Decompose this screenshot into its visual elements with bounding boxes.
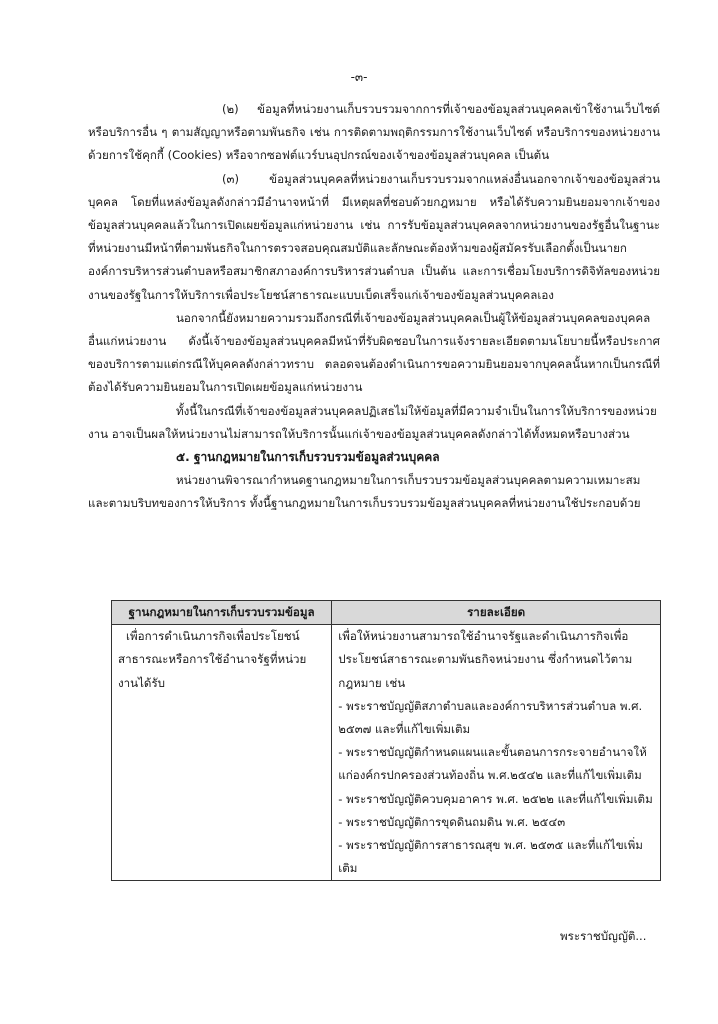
paragraph-item-3: (๓) ข้อมูลส่วนบุคคลที่หน่วยงานเก็บรวบรวมจากแหล่งอื่นนอกจากเจ้าของข้อมูลส่วนบุคคล โดยที่แหล่งข้อมูลดังกล่าวมีอำนาจหน้าที่ มีเหตุผลที่ชอบด้วยกฎหมาย หรือได้รับความยินยอมจากเจ้าของข้อมูลส่วนบุคคลแล้วในการเปิดเผยข้อมูลแก่หน่วยงาน เช่น การรับข้อมูลส่วนบุคคลจากหน่วยงานของรัฐอื่นในฐานะที่หน่วยงานมีหน้าที่ตามพันธกิจในการตรวจสอบคุณสมบัติและลักษณะต้องห้ามของผู้สมัครรับเลือกตั้งเป็นนายกองค์การบริหารส่วนตำบลหรือสมาชิกสภาองค์การบริหารส่วนตำบล เป็นต้น และการเชื่อมโยงบริการดิจิทัลของหน่วยงานของรัฐในการให้บริการเพื่อประโยชน์สาธารณะแบบเบ็ดเสร็จแก่เจ้าของข้อมูลส่วนบุคคลเอง — [88, 171, 660, 302]
page-number: -๓- — [350, 70, 368, 84]
detail-intro: เพื่อให้หน่วยงานสามารถใช้อำนาจรัฐและดำเนินภารกิจเพื่อประโยชน์สาธารณะตามพันธกิจหน่วยงาน ซึ่งกำหนดไว้ตามกฎหมาย เช่น — [338, 629, 633, 690]
table-header-details: รายละเอียด — [332, 601, 661, 625]
continuation-text: พระราชบัญญัติ... — [560, 929, 647, 943]
section-paragraph: หน่วยงานพิจารณากำหนดฐานกฎหมายในการเก็บรวบรวมข้อมูลส่วนบุคคลตามความเหมาะสมและตามบริบทของการให้บริการ ทั้งนี้ฐานกฎหมายในการเก็บรวบรวมข้อมูลส่วนบุคคลที่หน่วยงานใช้ประกอบด้วย — [88, 473, 641, 511]
table-row — [112, 625, 661, 881]
paragraph-item-2: (๒) ข้อมูลที่หน่วยงานเก็บรวบรวมจากการที่เจ้าของข้อมูลส่วนบุคคลเข้าใช้งานเว็บไซต์ หรือบริการอื่น ๆ ตามสัญญาหรือตามพันธกิจ เช่น การติดตามพฤติกรรมการใช้งานเว็บไซต์ หรือบริการของหน่วยงาน ด้วยการใช้คุกกี้ (Cookies) หรือจากซอฟต์แวร์บนอุปกรณ์ของเจ้าของข้อมูลส่วนบุคคล เป็นต้น — [88, 102, 660, 163]
detail-law-1: - พระราชบัญญัติสภาตำบลและองค์การบริหารส่วนตำบล พ.ศ. ๒๕๓๗ และที่แก้ไขเพิ่มเติม — [338, 698, 643, 737]
detail-law-4: - พระราชบัญญัติการขุดดินถมดิน พ.ศ. ๒๕๔๓ — [338, 814, 566, 829]
table-cell-basis — [112, 625, 332, 881]
detail-law-3: - พระราชบัญญัติควบคุมอาคาร พ.ศ. ๒๕๒๒ และที่แก้ไขเพิ่มเติม — [338, 791, 653, 806]
paragraph-additional: นอกจากนี้ยังหมายความรวมถึงกรณีที่เจ้าของข้อมูลส่วนบุคคลเป็นผู้ให้ข้อมูลส่วนบุคคลของบุคคลอื่นแก่หน่วยงาน ดังนี้เจ้าของข้อมูลส่วนบุคคลมีหน้าที่รับผิดชอบในการแจ้งรายละเอียดตามนโยบายนี้หรือประกาศของบริการตามแต่กรณีให้บุคคลดังกล่าวทราบ ตลอดจนต้องดำเนินการขอความยินยอมจากบุคคลนั้นหากเป็นกรณีที่ต้องได้รับความยินยอมในการเปิดเผยข้อมูลแก่หน่วยงาน — [88, 310, 660, 395]
detail-law-5: - พระราชบัญญัติการสาธารณสุข พ.ศ. ๒๕๓๕ และที่แก้ไขเพิ่มเติม — [338, 838, 643, 876]
table-header-basis: ฐานกฎหมายในการเก็บรวบรวมข้อมูล — [112, 601, 332, 625]
body-text — [88, 98, 660, 516]
basis-text: เพื่อการดำเนินภารกิจเพื่อประโยชน์สาธารณะหรือการใช้อำนาจรัฐที่หน่วยงานได้รับ — [118, 629, 307, 690]
section-heading: ๕. ฐานกฎหมายในการเก็บรวบรวมข้อมูลส่วนบุคคล — [176, 450, 440, 465]
table-header-row — [112, 601, 661, 625]
table-cell-details — [332, 625, 661, 881]
legal-basis-table — [111, 600, 661, 881]
detail-law-2: - พระราชบัญญัติกำหนดแผนและขั้นตอนการกระจายอำนาจให้แก่องค์กรปกครองส่วนท้องถิ่น พ.ศ.๒๕๔๒ และที่แก้ไขเพิ่มเติม — [338, 745, 647, 783]
paragraph-refusal: ทั้งนี้ในกรณีที่เจ้าของข้อมูลส่วนบุคคลปฏิเสธไม่ให้ข้อมูลที่มีความจำเป็นในการให้บริการของหน่วยงาน อาจเป็นผลให้หน่วยงานไม่สามารถให้บริการนั้นแก่เจ้าของข้อมูลส่วนบุคคลดังกล่าวได้ทั้งหมดหรือบางส่วน — [88, 403, 657, 441]
